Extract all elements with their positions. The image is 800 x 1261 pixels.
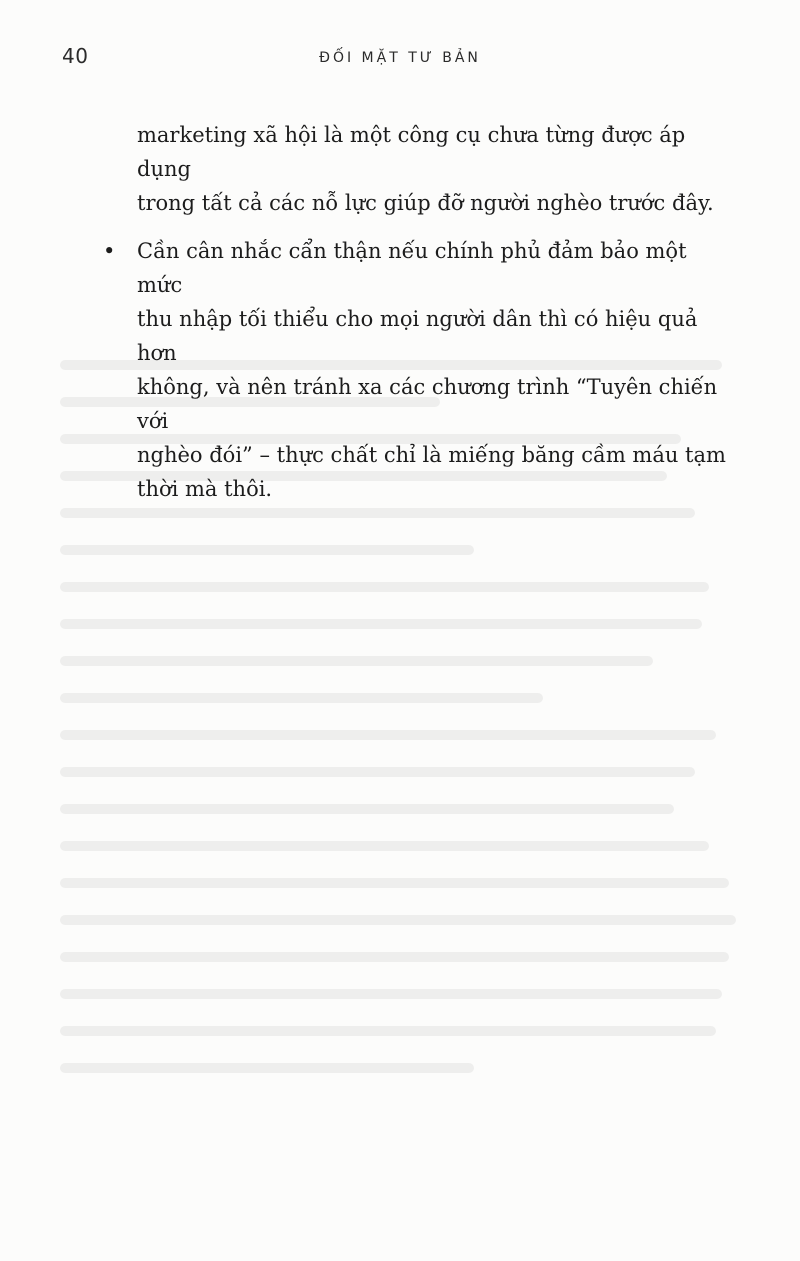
bullet-item bbox=[0, 234, 737, 506]
text-line: Cần cân nhắc cẩn thận nếu chính phủ đảm bảo một mức bbox=[137, 239, 687, 297]
running-header: ĐỐI MẶT TƯ BẢN bbox=[319, 50, 481, 66]
continuation-paragraph bbox=[0, 118, 737, 220]
text-line: không, và nên tránh xa các chương trình “Tuyên chiến với bbox=[137, 375, 718, 433]
text-line: trong tất cả các nỗ lực giúp đỡ người nghèo trước đây. bbox=[137, 191, 714, 215]
bullet-point-icon: • bbox=[103, 239, 116, 263]
body-text bbox=[0, 118, 800, 506]
text-line: nghèo đói” – thực chất chỉ là miếng băng cầm máu tạm bbox=[137, 443, 726, 467]
text-line: thu nhập tối thiểu cho mọi người dân thì có hiệu quả hơn bbox=[137, 307, 698, 365]
page-number: 40 bbox=[62, 44, 89, 68]
text-line: marketing xã hội là một công cụ chưa từng được áp dụng bbox=[137, 123, 686, 181]
text-line: thời mà thôi. bbox=[137, 477, 273, 501]
